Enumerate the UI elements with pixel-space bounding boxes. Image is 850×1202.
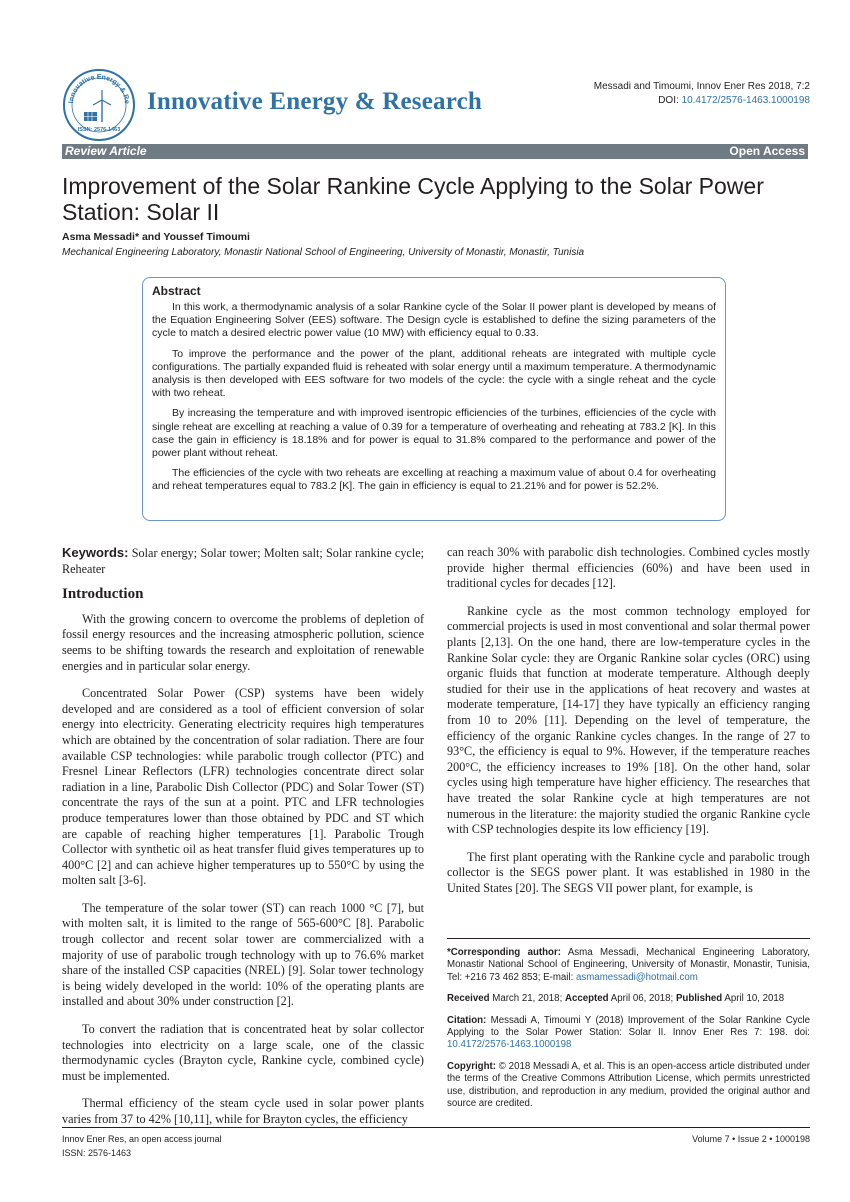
footer-issn: ISSN: 2576-1463 [62,1148,132,1158]
corresponding-author [447,947,810,984]
right-column [447,545,810,908]
introduction-heading: Introduction [62,586,144,603]
article-footnotes [447,938,810,1119]
body-paragraph: Concentrated Solar Power (CSP) systems have been widely developed and are considered as a tool of efficient conversion of solar energy into electricity. Generating electricity requires high temperatures which are obtained by the concentration of solar radiation. There are four available CSP technologies: while parabolic trough collector (PTC) and Fresnel Linear Reflectors (LFR) technologies concentrate direct solar radiation in a line, Parabolic Dish Collector (PDC) and Solar Tower (ST) concentrate the rays of the sun at a point. PTC and LFR technologies produce temperatures lower than those obtained by PDC and ST which are capable of reaching higher temperatures [1]. Parabolic Trough Collector with synthetic oil as heat transfer fluid gives temperatures up to 400°C [2] and can achieve higher temperatures up to 550°C by using the molten salt [3-6]. [62,686,424,888]
footer-left [62,1132,222,1160]
footer-journal: Innov Ener Res, an open access journal [62,1134,222,1144]
body-paragraph: To convert the radiation that is concentrated heat by solar collector technologies into electricity on a large scale, one of the classic thermodynamic cycles (Brayton cycle, Rankine cycle, combined cycle) must be implemented. [62,1022,424,1083]
email-link[interactable]: asmamessadi@hotmail.com [576,971,698,983]
open-access-label: Open Access [729,144,805,158]
body-paragraph: The first plant operating with the Rankine cycle and parabolic trough collector is the SEGS power plant. It was established in 1980 in the United States [20]. The SEGS VII power plant, for example, is [447,849,810,895]
body-paragraph: With the growing concern to overcome the problems of depletion of fossil energy resources and the increasing atmospheric pollution, science seems to be shifting towards the research and exploitation of renewable energies and in particular solar energy. [62,611,424,673]
footer-issue: Volume 7 • Issue 2 • 1000198 [692,1134,810,1144]
keywords [62,545,424,577]
journal-logo [62,68,136,142]
citation-note [447,1015,810,1052]
article-affiliation: Mechanical Engineering Laboratory, Monastir National School of Engineering, University of Monastir, Monastir, Tunisia [62,247,585,258]
copyright-label: Copyright: [447,1060,496,1072]
accepted-label: Accepted [564,993,609,1005]
doi-link[interactable]: 10.4172/2576-1463.1000198 [681,95,810,106]
journal-name: Innovative Energy & Research [147,88,482,115]
copyright-note [447,1061,810,1111]
received-label: Received [447,993,490,1005]
body-paragraph: The temperature of the solar tower (ST) can reach 1000 °C [7], but with molten salt, it is limited to the range of 565-600°C [8]. Parabolic trough collector and recent solar tower are commercialized with a majority of use of parabolic trough technology with up to 76.6% market share of the installed CSP capacities (NREL) [9]. Solar tower technology is being widely developed in the world: 10% of the operating plants are installed and about 30% under construction [2]. [62,900,424,1009]
logo-arc-text: Innovative Energy & Re [68,73,131,105]
publication-dates [447,993,810,1005]
citation-doi-link[interactable]: 10.4172/2576-1463.1000198 [447,1039,572,1051]
body-paragraph: can reach 30% with parabolic dish technologies. Combined cycles mostly provide higher thermal efficiencies (60%) and have been used in traditional cycles for decades [12]. [447,545,810,591]
article-type: Review Article [65,144,147,158]
abstract-box [142,277,726,521]
corresponding-label: *Corresponding author: [447,947,561,958]
body-paragraph: Rankine cycle as the most common technology employed for commercial projects is used in most conventional and solar thermal power plants [2,13]. On the one hand, there are low-temperature cycles in the Rankine Solar cycle: they are Organic Rankine solar cycles (ORC) using organic fluids that function at moderate temperature. Although deeply studied for their use in the applications of heat recovery and wastes at moderate temperature, [14-17] they have typically an efficiency ranging from 10 to 20% [11]. Depending on the level of temperature, the efficiency of the organic Rankine cycles changes. In the range of 27 to 93°C, the efficiency is equal to 9%. However, if the temperature reaches 200°C, the efficiency increases to 19% [18]. On the other hand, solar cycles using high temperature have higher efficiency. The researches that have treated the solar Rankine cycle at high temperatures are not numerous in the literature: the majority studied the organic Rankine cycle with CSP technologies despite its low efficiency [19]. [447,603,810,837]
abstract-paragraph: By increasing the temperature and with improved isentropic efficiencies of the turbines, efficiencies of the cycle with single reheat are excelling at reaching a value of 0.39 for a temperature of overheating and reheating at 783.2 [K]. In this case the gain in efficiency is 18.18% and for power is equal to 31.8% compared to the performance and power of the power plant without reheat. [152,407,716,460]
citation-text: Messadi A, Timoumi Y (2018) Improvement of the Solar Rankine Cycle Applying to the Solar Power Station: Solar II. Innov Ener Res 7: 198. doi: [447,1014,810,1039]
keywords-text: Solar energy; Solar tower; Molten salt; Solar rankine cycle; Reheater [62,546,425,576]
citation-line: Messadi and Timoumi, Innov Ener Res 2018, 7:2 [593,81,810,92]
abstract-paragraph: The efficiencies of the cycle with two reheats are excelling at reaching a maximum value of about 0.4 for overheating and reheat temperatures equal to 783.2 [K]. The gain in efficiency is equal to 21.21% and for power is 52.2%. [152,467,716,493]
citation-label: Citation: [447,1014,487,1026]
corresponding-text: Asma Messadi, Mechanical Engineering Laboratory, Monastir National School of Engineering, University of Monastir, Monastir, Tunisia, Tel: +216 73 462 853; E-mail: [447,947,810,983]
abstract-paragraph: In this work, a thermodynamic analysis of a solar Rankine cycle of the Solar II power plant is developed by means of the Equation Engineering Solver (EES) software. The Design cycle is established to define the sizing parameters of the cycle to match a desired electric power value (10 MW) with efficiency equal to 0.33. [152,301,716,340]
doi-label: DOI: [658,95,679,106]
doi-line [594,94,810,108]
published-label: Published [675,993,723,1005]
article-title: Improvement of the Solar Rankine Cycle Applying to the Solar Power Station: Solar II [62,173,764,225]
received-date: March 21, 2018; [492,993,563,1005]
accepted-date: April 06, 2018; [610,993,674,1005]
copyright-text: © 2018 Messadi A, et al. This is an open-access article distributed under the terms of the Creative Commons Attribution License, which permits unrestricted use, distribution, and reproduction in any medium, provided the original author and source are credited. [447,1060,810,1110]
citation-header [594,80,810,108]
published-date: April 10, 2018 [724,993,785,1005]
body-paragraph: Thermal efficiency of the steam cycle used in solar power plants varies from 37 to 42% [10,11], while for Brayton cycles, the efficiency [62,1096,424,1126]
article-type-band [62,144,808,159]
logo-issn: ISSN: 2576-1463 [77,127,121,133]
abstract-paragraph: To improve the performance and the power of the plant, additional reheats are integrated with multiple cycle configurations. The partially expanded fluid is reheated with solar energy until a maximum temperature. A thermodynamic analysis is then developed with EES software for two models of the cycle: the cycle with a single reheat and the cycle with two reheat. [152,347,716,400]
article-authors: Asma Messadi* and Youssef Timoumi [62,231,250,243]
keywords-label: Keywords: [62,545,129,560]
left-column [62,545,424,1140]
abstract-heading: Abstract [152,284,201,298]
footer-divider [62,1127,810,1128]
